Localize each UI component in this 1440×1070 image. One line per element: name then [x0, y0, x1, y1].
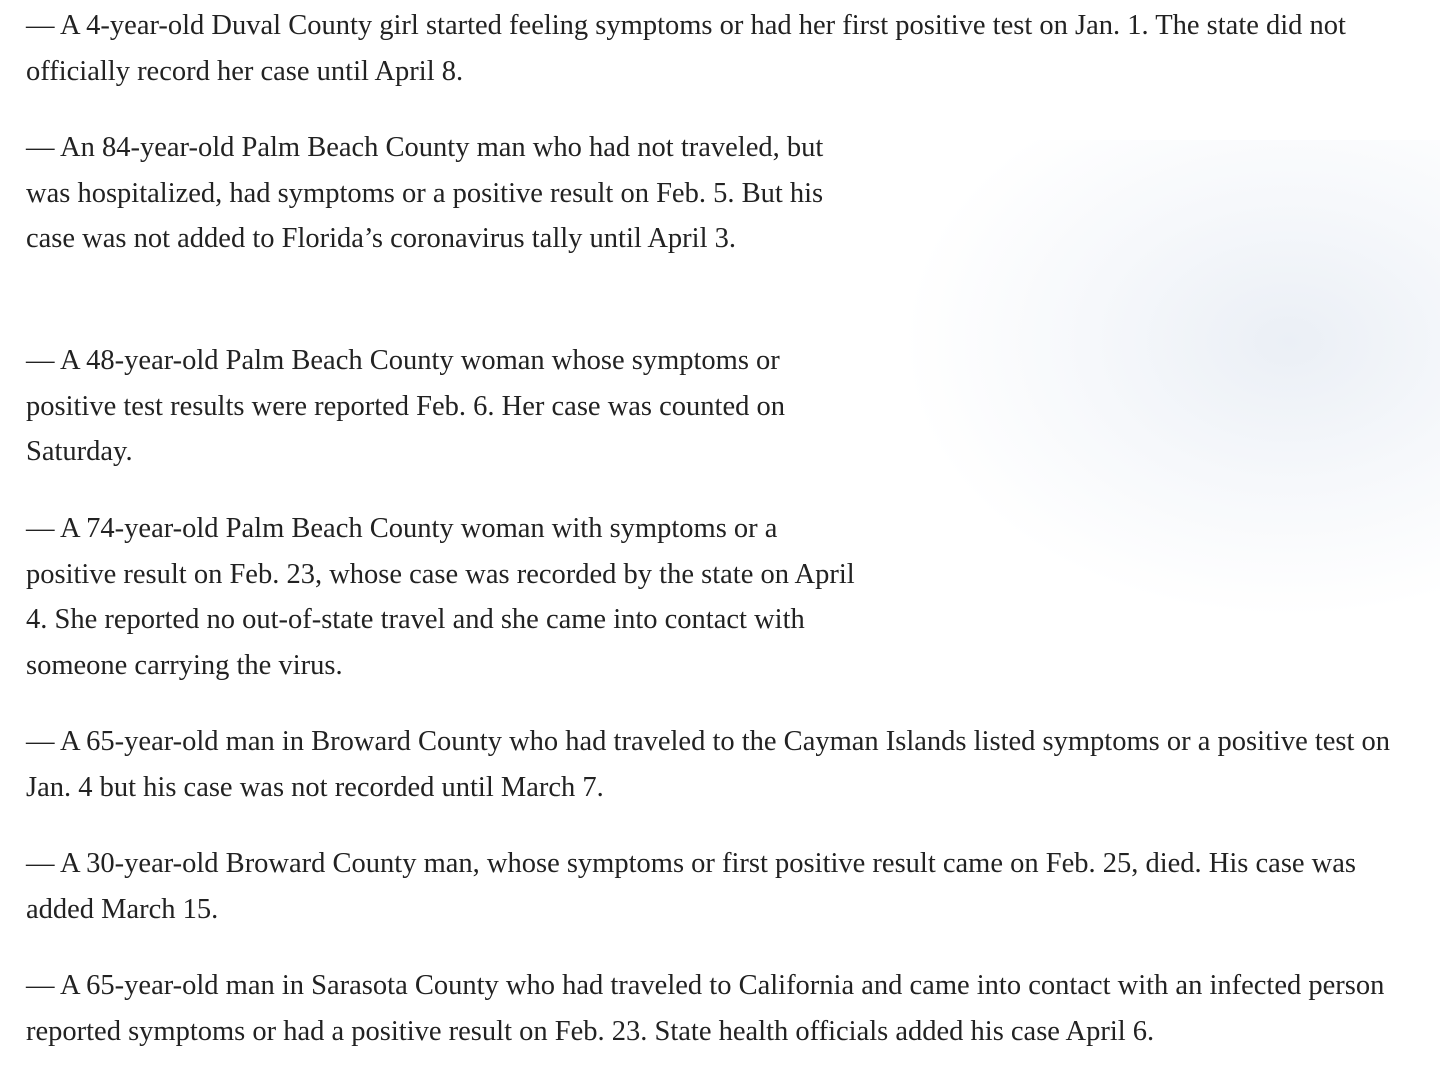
case-paragraph-5: — A 65-year-old man in Broward County who had traveled to the Cayman Islands listed symptoms or a positive test on Jan. 4 but his case was not recorded until March 7. — [26, 726, 1391, 803]
background-map-image — [900, 140, 1440, 620]
case-paragraph-3: — A 48-year-old Palm Beach County woman whose symptoms or positive test results were reported Feb. 6. Her case was counted on Saturday. — [26, 345, 785, 468]
case-paragraph-1: — A 4-year-old Duval County girl started feeling symptoms or had her first positive test on Jan. 1. The state did not officially record her case until April 8. — [26, 10, 1346, 87]
case-paragraph-4: — A 74-year-old Palm Beach County woman with symptoms or a positive result on Feb. 23, whose case was recorded by the state on April 4. She reported no out-of-state travel and she came into contact with someone carrying the virus. — [26, 513, 855, 682]
case-paragraph-2: — An 84-year-old Palm Beach County man who had not traveled, but was hospitalized, had symptoms or a positive result on Feb. 5. But his case was not added to Florida’s coronavirus tally until April 3. — [26, 132, 824, 255]
case-paragraph-6: — A 30-year-old Broward County man, whose symptoms or first positive result came on Feb. 25, died. His case was added March 15. — [26, 848, 1357, 925]
case-paragraph-7: — A 65-year-old man in Sarasota County who had traveled to California and came into contact with an infected person reported symptoms or had a positive result on Feb. 23. State health officials added his case April 6. — [26, 970, 1385, 1047]
